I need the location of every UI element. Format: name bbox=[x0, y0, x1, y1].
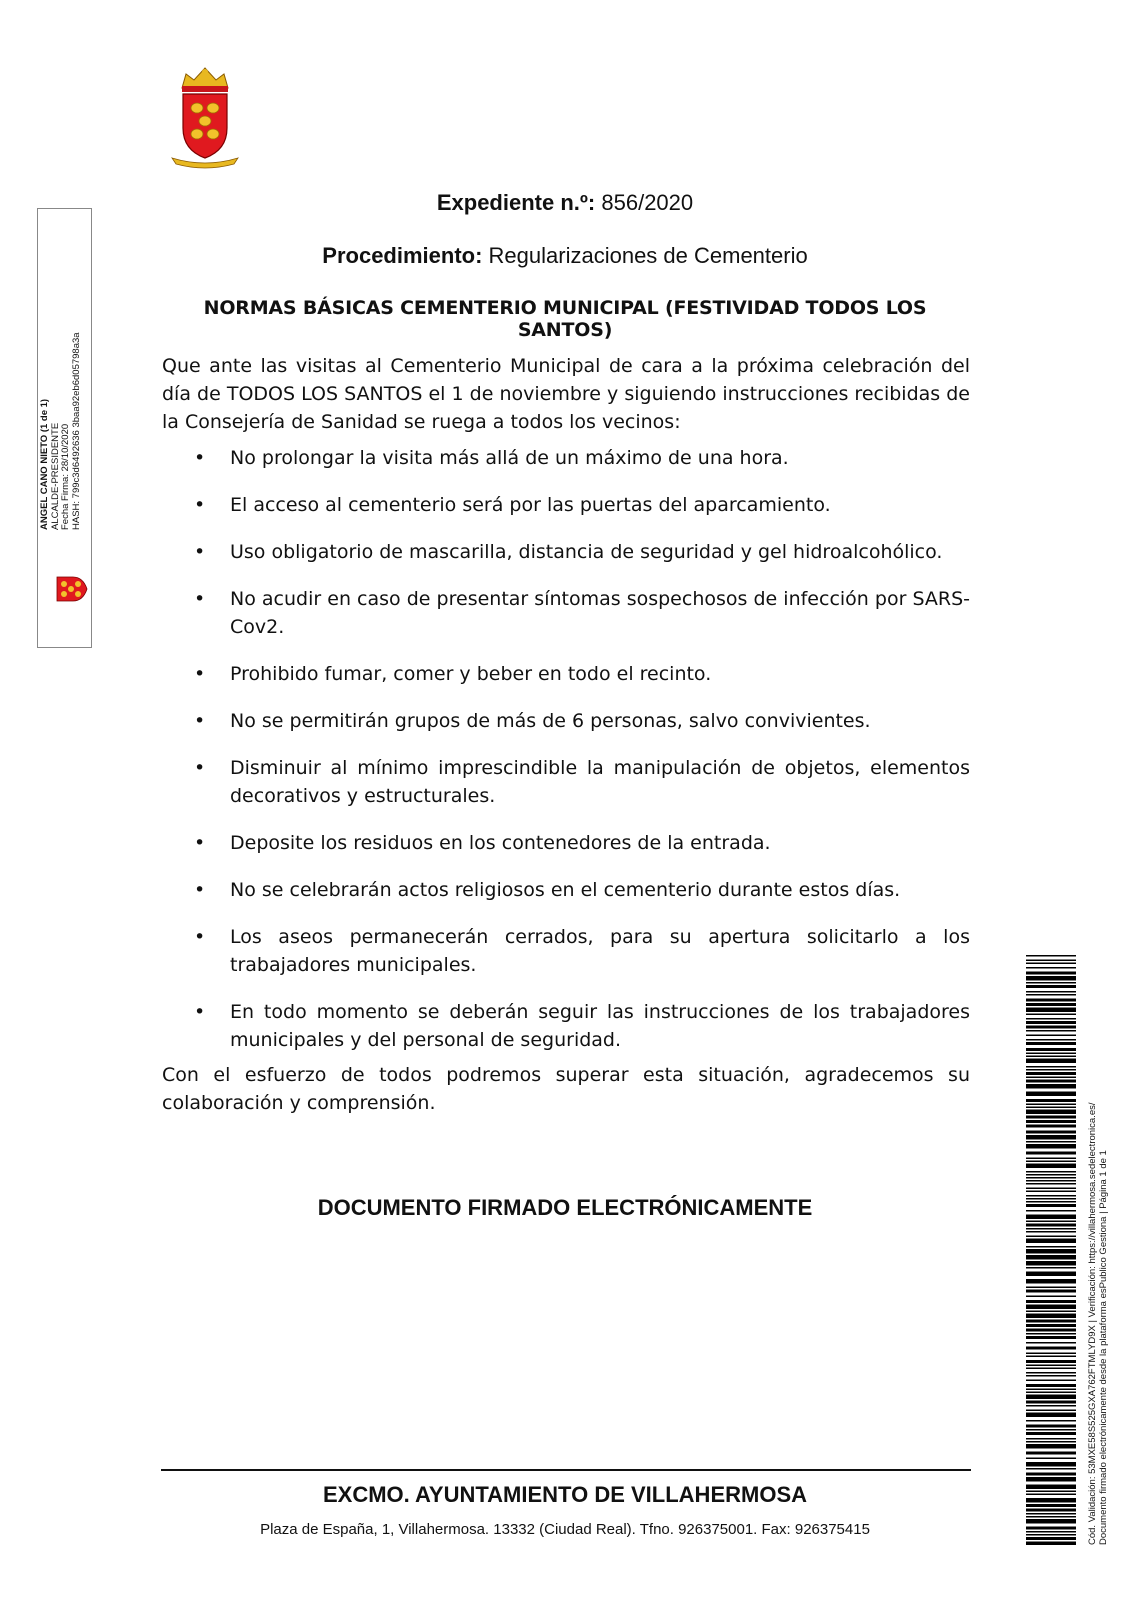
crown-icon bbox=[182, 68, 228, 92]
intro-paragraph: Que ante las visitas al Cementerio Municipal de cara a la próxima celebración del día de TODOS LOS SANTOS el 1 de noviembre y siguiendo instrucciones recibidas de la Consejería de Sanidad se ruega a todos los vecinos: bbox=[162, 355, 970, 433]
rule-item: • Deposite los residuos en los contenedores de la entrada. bbox=[162, 829, 970, 857]
verification-line-2: Documento firmado electrónicamente desde la plataforma esPublico Gestiona | Página 1 de 1 bbox=[1098, 1150, 1109, 1545]
footer-divider bbox=[161, 1469, 971, 1471]
rule-item: • El acceso al cementerio será por las puertas del aparcamiento. bbox=[162, 491, 970, 519]
signer-role: ALCALDE-PRESIDENTE bbox=[49, 422, 61, 530]
rule-item: • No se celebrarán actos religiosos en el cementerio durante estos días. bbox=[162, 876, 970, 904]
expediente-value: 856/2020 bbox=[601, 190, 694, 215]
signature-text bbox=[40, 290, 90, 530]
procedimiento-value: Regularizaciones de Cementerio bbox=[488, 243, 808, 268]
rule-item: • En todo momento se deberán seguir las instrucciones de los trabajadores municipales y del personal de seguridad. bbox=[162, 998, 970, 1054]
signer-name: ANGEL CANO NIETO (1 de 1) bbox=[39, 398, 50, 530]
signature-crest-icon bbox=[48, 573, 90, 605]
rule-item: • No se permitirán grupos de más de 6 personas, salvo convivientes. bbox=[162, 707, 970, 735]
expediente-label: Expediente n.º: bbox=[436, 190, 596, 215]
rule-item: • Disminuir al mínimo imprescindible la manipulación de objetos, elementos decorativos y estructurales. bbox=[162, 754, 970, 810]
rule-item: • Prohibido fumar, comer y beber en todo el recinto. bbox=[162, 660, 970, 688]
rule-item: • Los aseos permanecerán cerrados, para su apertura solicitarlo a los trabajadores municipales. bbox=[162, 923, 970, 979]
verification-text bbox=[1087, 945, 1109, 1545]
signature-hash: HASH: 799c3d6492636 3baa92eb6d05798a3a bbox=[70, 332, 82, 530]
signature-date: Fecha Firma: 28/10/2020 bbox=[60, 423, 71, 530]
rules-list bbox=[162, 444, 970, 1073]
closing-paragraph: Con el esfuerzo de todos podremos superar esta situación, agradecemos su colaboración y comprensión. bbox=[162, 1064, 970, 1114]
procedimiento-line bbox=[0, 243, 1130, 269]
footer-institution: EXCMO. AYUNTAMIENTO DE VILLAHERMOSA bbox=[322, 1482, 808, 1507]
rule-item: • Uso obligatorio de mascarilla, distancia de seguridad y gel hidroalcohólico. bbox=[162, 538, 970, 566]
verification-line-1: Cód. Validación: 53MXE58S525GXA762FTMLYD9X | Verificación: https://villahermosa.sedelectronica.es/ bbox=[1087, 1102, 1098, 1545]
expediente-line bbox=[0, 190, 1130, 216]
rule-item: • No prolongar la visita más allá de un máximo de una hora. bbox=[162, 444, 970, 472]
rule-item: • No acudir en caso de presentar síntomas sospechosos de infección por SARS-Cov2. bbox=[162, 585, 970, 641]
coat-of-arms-logo bbox=[160, 66, 250, 172]
barcode-icon bbox=[1026, 955, 1076, 1545]
procedimiento-label: Procedimiento: bbox=[322, 243, 483, 268]
signed-notice: DOCUMENTO FIRMADO ELECTRÓNICAMENTE bbox=[317, 1195, 813, 1220]
footer-address: Plaza de España, 1, Villahermosa. 13332 (Ciudad Real). Tfno. 926375001. Fax: 926375415 bbox=[260, 1521, 870, 1538]
document-title: NORMAS BÁSICAS CEMENTERIO MUNICIPAL (FESTIVIDAD TODOS LOS SANTOS) bbox=[203, 297, 927, 341]
